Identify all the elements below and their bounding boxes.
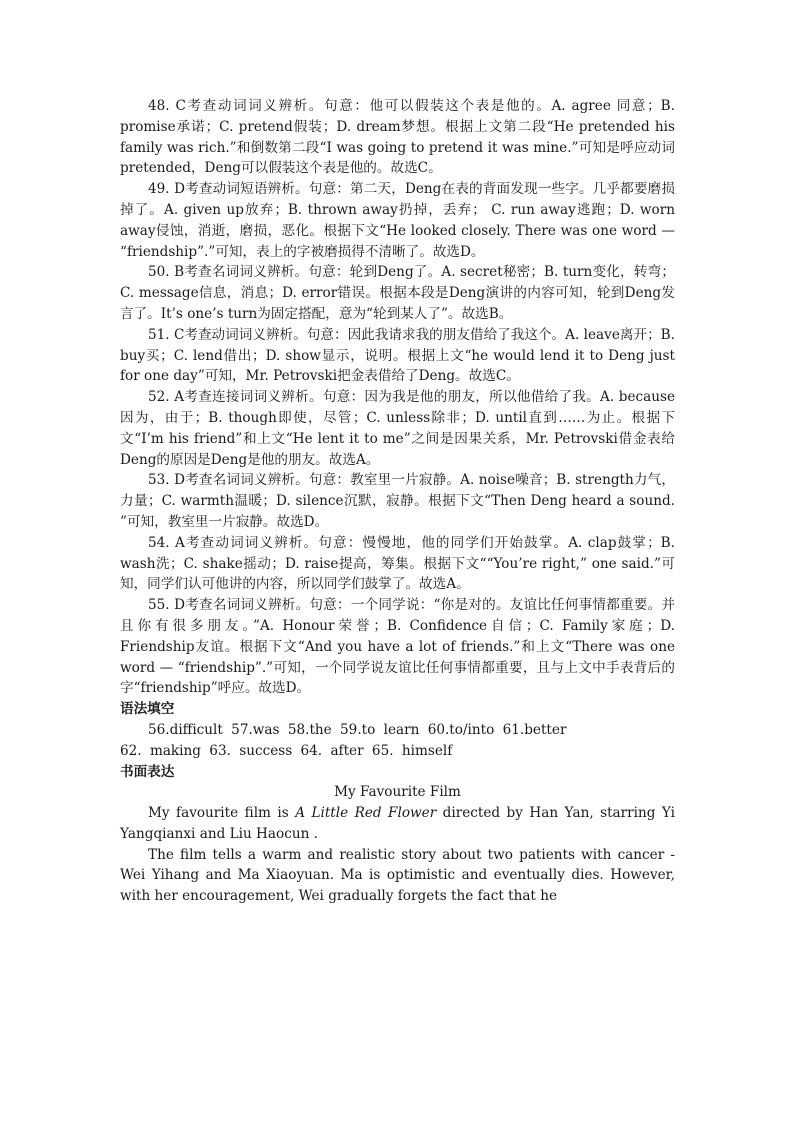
essay-p1-before: My favourite film is xyxy=(148,805,296,822)
essay-paragraph-2: The film tells a warm and realistic story about two patients with cancer -Wei Yihang and Ma Xiaoyuan. Ma is optimistic and eventually dies. However, with her encouragement, Wei gradually forgets the fact that he xyxy=(120,846,675,905)
explanation-54: 54. A考查动词词义辨析。句意：慢慢地，他的同学们开始鼓掌。A. clap鼓掌；B. wash洗；C. shake摇动；D. raise提高，筹集。根据下文““You’re right,” one said.”可知，同学们认可他讲的内容，所以同学们鼓掌了。故选A。 xyxy=(120,534,675,593)
document-page xyxy=(120,96,675,907)
writing-heading: 书面表达 xyxy=(120,763,175,780)
explanation-49: 49. D考查动词短语辨析。句意：第二天，Deng在表的背面发现一些字。几乎都要磨损掉了。A. given up放弃；B. thrown away扔掉，丢弃； C. run away逃跑；D. worn away侵蚀，消逝，磨损，恶化。根据下文“He looked closely. There was one word — “friendship”.”可知，表上的字被磨损得不清晰了。故选D。 xyxy=(120,181,675,260)
explanation-53: 53. D考查名词词义辨析。句意：教室里一片寂静。A. noise噪音；B. strength力气，力量；C. warmth温暖；D. silence沉默，寂静。根据下文“Then Deng heard a sound. ”可知，教室里一片寂静。故选D。 xyxy=(120,472,675,530)
explanation-52: 52. A考查连接词词义辨析。句意：因为我是他的朋友，所以他借给了我。A. because因为，由于；B. though即使，尽管；C. unless除非；D. until直到……为止。根据下文“I’m his friend”和上文“He lent it to me”之间是因果关系，Mr. Petrovski借金表给Deng的原因是Deng是他的朋友。故选A。 xyxy=(120,389,675,468)
essay-p1-after: directed by Han Yan, starring Yi Yangqianxi and Liu Haocun . xyxy=(120,805,675,842)
grammar-answers-line-1: 56.difficult 57.was 58.the 59.to learn 60.to/into 61.better xyxy=(148,721,567,738)
explanation-48: 48. C考查动词词义辨析。句意：他可以假装这个表是他的。A. agree 同意；B. promise承诺；C. pretend假装；D. dream梦想。根据上文第二段“He pretended his family was rich.”和倒数第二段“I was going to pretend it was mine.”可知是呼应动词pretended，Deng可以假装这个表是他的。故选C。 xyxy=(120,98,675,177)
essay-paragraph-1 xyxy=(120,803,675,845)
grammar-answers-line-2: 62. making 63. success 64. after 65. himself xyxy=(120,742,453,759)
grammar-heading: 语法填空 xyxy=(120,701,175,718)
film-title: A Little Red Flower xyxy=(295,805,437,822)
essay-title: My Favourite Film xyxy=(334,784,461,801)
explanation-55: 55. D考查名词词义辨析。句意：一个同学说：“你是对的。友谊比任何事情都重要。并且你有很多朋友。”A. Honour荣誉；B. Confidence自信；C. Family家庭；D. Friendship友谊。根据下文“And you have a lot of friends.”和上文“There was one word — “friendship”.”可知，一个同学说友谊比任何事情都重要，且与上文中手表背后的字“friendship”呼应。故选D。 xyxy=(120,597,675,697)
explanation-50: 50. B考查名词词义辨析。句意：轮到Deng了。A. secret秘密；B. turn变化，转弯；C. message信息，消息；D. error错误。根据本段是Deng演讲的内容可知，轮到Deng发言了。It’s one’s turn为固定搭配，意为“轮到某人了”。故选B。 xyxy=(120,264,675,322)
explanation-51: 51. C考查动词词义辨析。句意：因此我请求我的朋友借给了我这个。A. leave离开；B. buy买；C. lend借出；D. show显示，说明。根据上文“he would lend it to Deng just for one day”可知，Mr. Petrovski把金表借给了Deng。故选C。 xyxy=(120,326,675,385)
